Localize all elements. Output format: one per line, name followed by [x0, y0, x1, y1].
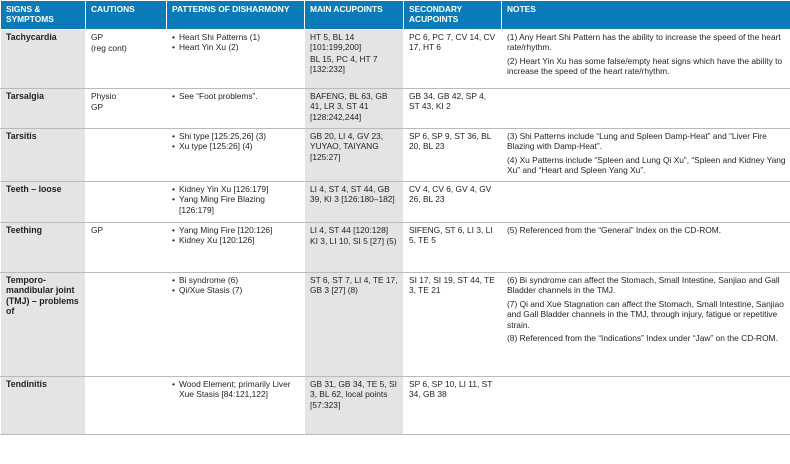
cautions-cell	[86, 377, 167, 435]
pattern-item: • Heart Shi Patterns (1)	[172, 32, 300, 42]
patterns-list	[172, 275, 300, 296]
patterns-list	[172, 91, 300, 101]
main-acupoints-line: LI 4, ST 44 [120:128]	[310, 225, 389, 235]
sign-cell: Temporo-mandibular joint (TMJ) – problems of	[1, 273, 86, 377]
cautions-cell	[86, 273, 167, 377]
patterns-list	[172, 131, 300, 152]
sign-cell: Tachycardia	[1, 30, 86, 89]
notes-cell	[502, 377, 790, 435]
pattern-item: • Yang Ming Fire [120:126]	[172, 225, 300, 235]
caution-line: (reg cont)	[91, 43, 127, 54]
caution-line: Physio	[91, 91, 117, 101]
pattern-item: • Kidney Xu [120:126]	[172, 235, 300, 245]
note-paragraph: (8) Referenced from the “Indications” Index under “Jaw” on the CD-ROM.	[507, 333, 778, 344]
note-paragraph: (4) Xu Patterns include “Spleen and Lung Qi Xu”, “Spleen and Kidney Yang Xu” and “Heart and Spleen Yang Xu”.	[507, 154, 786, 176]
pattern-item: • Wood Element; primarily Liver Xue Stasis [84:121,122]	[172, 379, 300, 400]
notes-cell	[502, 182, 790, 223]
sign-cell: Teeth – loose	[1, 182, 86, 223]
pattern-item: • Kidney Yin Xu [126:179]	[172, 184, 300, 194]
table-row	[1, 129, 790, 182]
caution-line: GP	[91, 32, 104, 42]
secondary-acupoints-line: PC 6, PC 7, CV 14, CV 17, HT 6	[409, 32, 496, 53]
pattern-item: • Yang Ming Fire Blazing [126:179]	[172, 194, 300, 215]
note-paragraph: (7) Qi and Xue Stagnation can affect the Stomach, Small Intestine, Sanjiao and Gall Bladder channels in the TMJ, through injury, fatigue or repetitive strain.	[507, 298, 784, 330]
main-acupoints-line: BL 15, PC 4, HT 7 [132:232]	[310, 53, 378, 75]
main-acupoints-cell	[305, 30, 404, 89]
patterns-list	[172, 184, 300, 215]
patterns-list	[172, 32, 300, 53]
secondary-acupoints-line: SP 6, SP 9, ST 36, BL 20, BL 23	[409, 131, 492, 152]
main-acupoints-line: ST 6, ST 7, LI 4, TE 17, GB 3 [27] (8)	[310, 275, 398, 296]
main-acupoints-line: KI 3, LI 10, SI 5 [27] (5)	[310, 236, 397, 247]
patterns-list	[172, 225, 300, 246]
sign-cell: Tarsalgia	[1, 89, 86, 129]
header-notes: NOTES	[502, 1, 790, 30]
secondary-acupoints-cell	[404, 273, 502, 377]
secondary-acupoints-cell	[404, 30, 502, 89]
main-acupoints-cell	[305, 129, 404, 182]
pattern-item: • Bi syndrome (6)	[172, 275, 300, 285]
table-row	[1, 377, 790, 435]
main-acupoints-line: GB 31, GB 34, TE 5, SI 3, BL 62, local points [57:323]	[310, 379, 397, 410]
note-paragraph: (2) Heart Yin Xu has some false/empty heat signs which have the ability to increase the speed of the heart rate/rhythm.	[507, 55, 783, 77]
note-paragraph: (3) Shi Patterns include “Lung and Spleen Damp-Heat” and “Liver Fire Blazing with Damp-Heat”.	[507, 131, 767, 152]
table-row	[1, 223, 790, 273]
header-patterns: PATTERNS OF DISHARMONY	[167, 1, 305, 30]
notes-cell	[502, 273, 790, 377]
pattern-item: • Xu type [125:26] (4)	[172, 141, 300, 151]
table-row	[1, 273, 790, 377]
main-acupoints-cell	[305, 273, 404, 377]
caution-line: GP	[91, 102, 104, 113]
notes-cell	[502, 223, 790, 273]
patterns-cell	[167, 182, 305, 223]
secondary-acupoints-cell	[404, 377, 502, 435]
pattern-item: • See “Foot problems”.	[172, 91, 300, 101]
patterns-cell	[167, 377, 305, 435]
table-row	[1, 89, 790, 129]
table-row	[1, 30, 790, 89]
secondary-acupoints-cell	[404, 182, 502, 223]
header-row	[1, 1, 790, 30]
patterns-cell	[167, 30, 305, 89]
patterns-cell	[167, 89, 305, 129]
main-acupoints-cell	[305, 377, 404, 435]
table-body	[1, 30, 790, 435]
main-acupoints-line: HT 5, BL 14 [101:199,200]	[310, 32, 362, 53]
secondary-acupoints-cell	[404, 89, 502, 129]
header-signs: SIGNS & SYMPTOMS	[1, 1, 86, 30]
main-acupoints-line: BAFENG, BL 63, GB 41, LR 3, ST 41 [128:242,244]	[310, 91, 388, 122]
secondary-acupoints-line: GB 34, GB 42, SP 4, ST 43, KI 2	[409, 91, 487, 112]
patterns-cell	[167, 129, 305, 182]
secondary-acupoints-line: SI 17, SI 19, ST 44, TE 3, TE 21	[409, 275, 495, 296]
secondary-acupoints-line: SP 6, SP 10, LI 11, ST 34, GB 38	[409, 379, 493, 400]
sign-cell: Tarsitis	[1, 129, 86, 182]
note-paragraph: (6) Bi syndrome can affect the Stomach, Small Intestine, Sanjiao and Gall Bladder channels in the TMJ.	[507, 275, 780, 296]
main-acupoints-cell	[305, 89, 404, 129]
notes-cell	[502, 89, 790, 129]
main-acupoints-line: LI 4, ST 4, ST 44, GB 39, KI 3 [126:180–182]	[310, 184, 395, 205]
secondary-acupoints-cell	[404, 223, 502, 273]
caution-line: GP	[91, 225, 104, 235]
main-acupoints-cell	[305, 182, 404, 223]
main-acupoints-line: GB 20, LI 4, GV 23, YUYAO, TAIYANG [125:27]	[310, 131, 384, 162]
cautions-cell	[86, 89, 167, 129]
secondary-acupoints-line: CV 4, CV 6, GV 4, GV 26, BL 23	[409, 184, 492, 205]
main-acupoints-cell	[305, 223, 404, 273]
sign-cell: Tendinitis	[1, 377, 86, 435]
header-main-acupoints: MAIN ACUPOINTS	[305, 1, 404, 30]
note-paragraph: (5) Referenced from the “General” Index on the CD-ROM.	[507, 225, 722, 235]
cautions-cell	[86, 129, 167, 182]
notes-cell	[502, 129, 790, 182]
sign-cell: Teething	[1, 223, 86, 273]
pattern-item: • Shi type [125:25,26] (3)	[172, 131, 300, 141]
secondary-acupoints-cell	[404, 129, 502, 182]
secondary-acupoints-line: SIFENG, ST 6, LI 3, LI 5, TE 5	[409, 225, 493, 246]
notes-cell	[502, 30, 790, 89]
patterns-cell	[167, 223, 305, 273]
patterns-list	[172, 379, 300, 400]
cautions-cell	[86, 223, 167, 273]
cautions-cell	[86, 30, 167, 89]
note-paragraph: (1) Any Heart Shi Pattern has the ability to increase the speed of the heart rate/rhythm.	[507, 32, 781, 53]
pattern-item: • Heart Yin Xu (2)	[172, 42, 300, 52]
header-cautions: CAUTIONS	[86, 1, 167, 30]
pattern-item: • Qi/Xue Stasis (7)	[172, 285, 300, 295]
cautions-cell	[86, 182, 167, 223]
patterns-cell	[167, 273, 305, 377]
header-secondary-acupoints: SECONDARY ACUPOINTS	[404, 1, 502, 30]
table-row	[1, 182, 790, 223]
